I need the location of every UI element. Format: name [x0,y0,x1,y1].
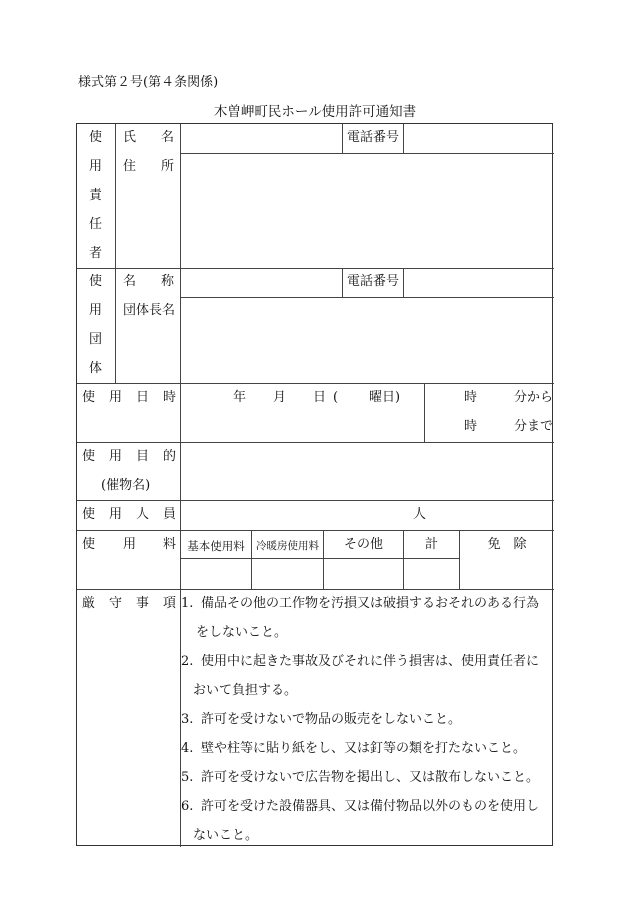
datetime-label-4: 時 [163,390,177,405]
rules-label-4: 項 [163,596,177,611]
rule-4-number: 4. [181,741,194,756]
group-side-label-3: 団 [89,332,103,347]
fee-other-field[interactable] [324,559,403,588]
document-title: 木曽岬町民ホール使用許可通知書 [213,104,417,120]
rules-label-1: 厳 [82,596,96,611]
start-hour-label: 時 [464,390,478,405]
datetime-label-3: 日 [136,390,150,405]
rule-1-line-2: をしないこと。 [196,625,288,640]
end-hour-label: 時 [464,419,478,434]
rule-4-line-1: 壁や柱等に貼り紙をし、又は釘等の類を打たないこと。 [201,741,527,756]
attendees-label-4: 員 [163,507,177,522]
rule-6-line-2: ないこと。 [193,828,259,843]
permit-form-table [76,123,553,846]
address-label-a: 住 [123,159,137,174]
rule-2-line-1: 使用中に起きた事故及びそれに伴う損害は、使用責任者に [201,654,540,669]
datetime-label-1: 使 [82,390,96,405]
date-paren-open: ( [333,390,339,405]
responsible-phone-label: 電話番号 [347,130,400,145]
address-label-b: 所 [161,159,175,174]
date-year-label: 年 [233,390,247,405]
responsible-address-field[interactable] [181,154,553,267]
name-label-a: 氏 [123,130,137,145]
row-divider [77,589,554,590]
responsible-side-label-2: 用 [89,159,103,174]
group-name-label-b: 称 [161,274,175,289]
rule-5-number: 5. [181,770,194,785]
group-name-field[interactable] [181,269,341,296]
fee-exempt-field[interactable] [460,559,553,588]
date-input-area[interactable] [181,384,423,441]
group-phone-field[interactable] [404,269,552,296]
rule-2-line-2: おいて負担する。 [193,683,298,698]
attendees-label-1: 使 [82,507,96,522]
purpose-label-4: 的 [163,449,177,464]
phone-label-left [342,124,343,153]
name-label-b: 名 [161,130,175,145]
purpose-field[interactable] [181,443,553,499]
time-input-area[interactable] [425,384,553,441]
group-phone-label: 電話番号 [347,274,400,289]
datetime-label-2: 用 [109,390,123,405]
rule-3-line-1: 許可を受けないで物品の販売をしないこと。 [201,712,462,727]
fee-exempt-header: 免 除 [487,537,527,552]
date-day-label: 日 [313,390,327,405]
fee-total-header: 計 [424,537,438,552]
phone-label-left [342,268,343,297]
purpose-sub-label: (催物名) [101,478,151,493]
purpose-label-3: 目 [136,449,150,464]
rules-label-2: 守 [109,596,123,611]
responsible-side-label-1: 使 [89,130,103,145]
responsible-side-label-4: 任 [89,217,103,232]
rule-5-line-1: 許可を受けないで広告物を掲出し、又は散布しないこと。 [201,770,540,785]
rule-3-number: 3. [181,712,194,727]
purpose-label-1: 使 [82,449,96,464]
responsible-side-label-3: 責 [89,188,103,203]
fee-aircon-field[interactable] [252,559,323,588]
side-label-divider [115,124,116,383]
rule-1-line-1: 備品その他の工作物を汚損又は破損するおそれのある行為 [201,596,540,611]
group-side-label-1: 使 [89,274,103,289]
rule-6-line-1: 許可を受けた設備器具、又は備付物品以外のものを使用し [201,799,540,814]
group-leader-field[interactable] [181,298,553,382]
attendees-unit-label: 人 [413,507,427,522]
attendees-label-3: 人 [136,507,150,522]
fee-aircon-header: 冷暖房使用料 [256,540,319,552]
form-number-caption: 様式第２号(第４条関係) [78,75,219,90]
rule-6-number: 6. [181,799,194,814]
responsible-name-field[interactable] [181,125,341,152]
rules-label-3: 事 [136,596,150,611]
responsible-side-label-5: 者 [89,246,103,261]
date-weekday-label: 曜日) [369,390,401,405]
attendees-field[interactable] [181,501,409,529]
fee-label-2: 用 [123,537,137,552]
rule-1-number: 1. [181,596,194,611]
row-divider [77,530,554,531]
attendees-label-2: 用 [109,507,123,522]
start-minute-label: 分から [514,390,554,405]
group-side-label-2: 用 [89,303,103,318]
end-minute-label: 分まで [514,419,554,434]
fee-label-1: 使 [82,537,96,552]
date-month-label: 月 [273,390,287,405]
group-leader-label: 団体長名 [123,303,176,318]
group-name-label-a: 名 [123,274,137,289]
fee-other-header: その他 [343,537,383,552]
group-side-label-4: 体 [89,361,103,376]
rule-2-number: 2. [181,654,194,669]
fee-basic-field[interactable] [181,559,251,588]
fee-total-field[interactable] [404,559,459,588]
fee-label-3: 料 [163,537,177,552]
fee-basic-header: 基本使用料 [187,539,245,553]
responsible-phone-field[interactable] [404,125,552,152]
purpose-label-2: 用 [109,449,123,464]
